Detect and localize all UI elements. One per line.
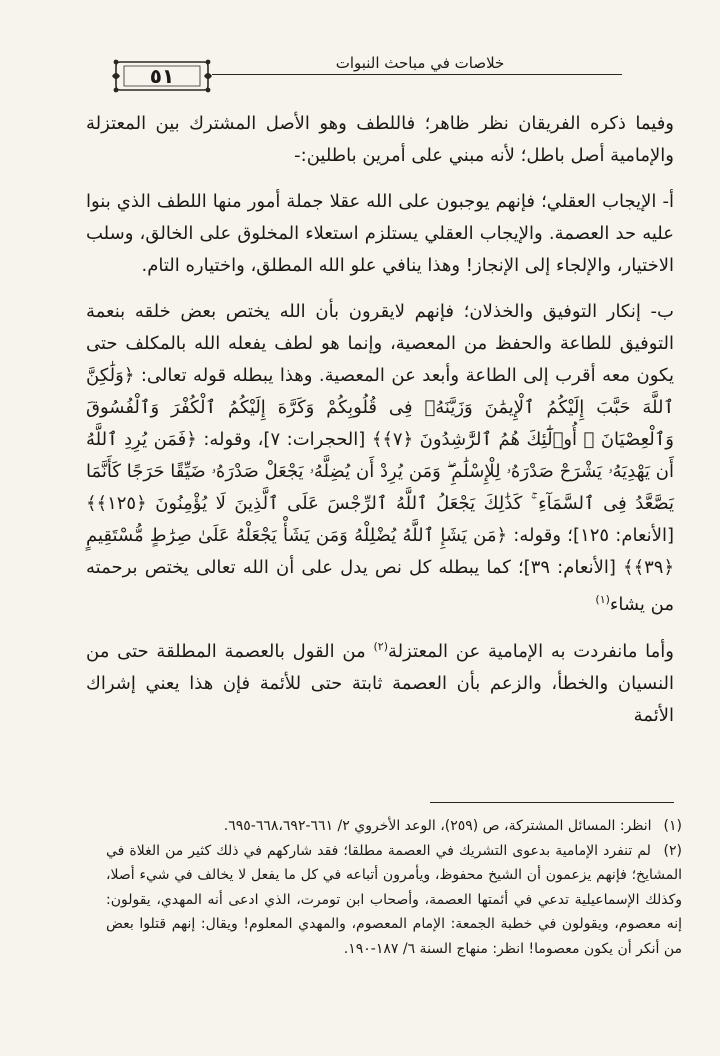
header-rule bbox=[212, 74, 622, 75]
verse-reference-1: [الحجرات: ٧]، وقوله: bbox=[203, 429, 366, 450]
footnote-text: لم تنفرد الإمامية بدعوى التشريك في العصمة مطلقا؛ فقد شاركهم في ذلك كثير من الغلاة في المشايخ؛ فإنهم يزعمون أن الشيخ محفوظ، ويأمرون أتباعه في كل ما يفعل لا يخالف في شيء أصلا، وكذلك الإسماعيلية تدعي في أئمتها العصمة، وأصحاب ابن تومرت، الذي ادعى أنه المهدي، يقولون: إنه معصوم، ويقولون في خطبة الجمعة: الإمام المعصوم، والمهدي المعلوم! ويقال: إنهم قتلوا بعض من أنكر أن يكون معصوما! انظر: منهاج السنة ٦/ ١٨٧-١٩٠. bbox=[106, 842, 682, 957]
footnote-separator bbox=[430, 802, 674, 803]
paragraph-4-start: وأما مانفردت به الإمامية عن المعتزلة bbox=[387, 641, 675, 662]
footnotes bbox=[106, 814, 682, 961]
footnote-1 bbox=[106, 814, 682, 839]
paragraph-1: وفيما ذكره الفريقان نظر ظاهر؛ فاللطف وهو الأصل المشترك بين المعتزلة والإمامية أصل باطل؛ لأنه مبني على أمرين باطلين:- bbox=[86, 113, 674, 166]
verse-reference-2: [الأنعام: ١٢٥]؛ وقوله: bbox=[513, 525, 674, 546]
footnote-number: (٢) bbox=[663, 842, 682, 859]
quran-verse-2: ﴿فَمَن يُرِدِ ٱللَّهُ أَن يَهْدِيَهُۥ يَشْرَحْ صَدْرَهُۥ لِلْإِسْلَٰمِ ۖ وَمَن يُرِدْ أَن يُضِلَّهُۥ يَجْعَلْ صَدْرَهُۥ ضَيِّقًا حَرَجًا كَأَنَّمَا يَصَّعَّدُ فِى ٱلسَّمَآءِ ۚ كَذَٰلِكَ يَجْعَلُ ٱللَّهُ ٱلرِّجْسَ عَلَى ٱلَّذِينَ لَا يُؤْمِنُونَ ﴿١٢٥﴾﴾ bbox=[86, 429, 674, 514]
footnote-text: انظر: المسائل المشتركة، ص (٢٥٩)، الوعد الأخروي ٢/ ٦٦١-٦٦٨،٦٩٢-٦٩٥. bbox=[223, 818, 652, 834]
verse-reference-3: [الأنعام: ٣٩]؛ كما يبطله كل نص يدل على أن الله تعالى يختص برحمته من يشاء bbox=[86, 557, 674, 615]
paragraph-2: أ- الإيجاب العقلي؛ فإنهم يوجبون على الله عقلا جملة أمور منها اللطف الذي بنوا عليه حد العصمة. والإيجاب العقلي يستلزم استعلاء المخلوق على الخالق، وسلب الاختيار، والإلجاء إلى الإنجاز! وهذا ينافي علو الله المطلق، واختياره التام. bbox=[86, 191, 674, 276]
paragraph-3 bbox=[86, 296, 674, 621]
footnote-number: (١) bbox=[663, 818, 682, 834]
paragraph-4-rest: من القول بالعصمة المطلقة حتى من النسيان والخطأ، والزعم بأن العصمة ثابتة حتى للأئمة فإن هذا يعني إشراك الأئمة bbox=[86, 641, 674, 726]
paragraph-3-intro: ب- إنكار التوفيق والخذلان؛ فإنهم لايقرون بأن الله يختص بعض خلقه بنعمة التوفيق للطاعة والحفظ من المعصية، وإنما هو لطف يفعله الله بالمكلف حتى يكون معه أقرب إلى الطاعة وأبعد عن المعصية. وهذا يبطله قوله تعالى: bbox=[86, 301, 674, 386]
paragraph-4 bbox=[86, 631, 674, 732]
quran-verse-3: ﴿مَن يَشَإِ ٱللَّهُ يُضْلِلْهُ وَمَن يَشَأْ يَجْعَلْهُ عَلَىٰ صِرَٰطٍ مُّسْتَقِيمٍ ﴿٣٩﴾﴾ bbox=[86, 525, 674, 578]
quran-verse-1: ﴿وَلَٰكِنَّ ٱللَّهَ حَبَّبَ إِلَيْكُمُ ٱلْإِيمَٰنَ وَزَيَّنَهُۥ فِى قُلُوبِكُمْ وَكَرَّهَ إِلَيْكُمُ ٱلْكُفْرَ وَٱلْفُسُوقَ وَٱلْعِصْيَانَ ۚ أُو۟لَٰٓئِكَ هُمُ ٱلرَّٰشِدُونَ ﴿٧﴾﴾ bbox=[86, 365, 674, 450]
page-number: ٥١ bbox=[149, 64, 175, 88]
page-number-frame bbox=[112, 58, 212, 94]
footnote-marker-1: (١) bbox=[595, 593, 610, 606]
footnote-2 bbox=[106, 839, 682, 962]
running-title: خلاصات في مباحث النبوات bbox=[335, 54, 505, 72]
main-text bbox=[86, 108, 674, 746]
footnote-marker-2: (٢) bbox=[373, 640, 388, 653]
